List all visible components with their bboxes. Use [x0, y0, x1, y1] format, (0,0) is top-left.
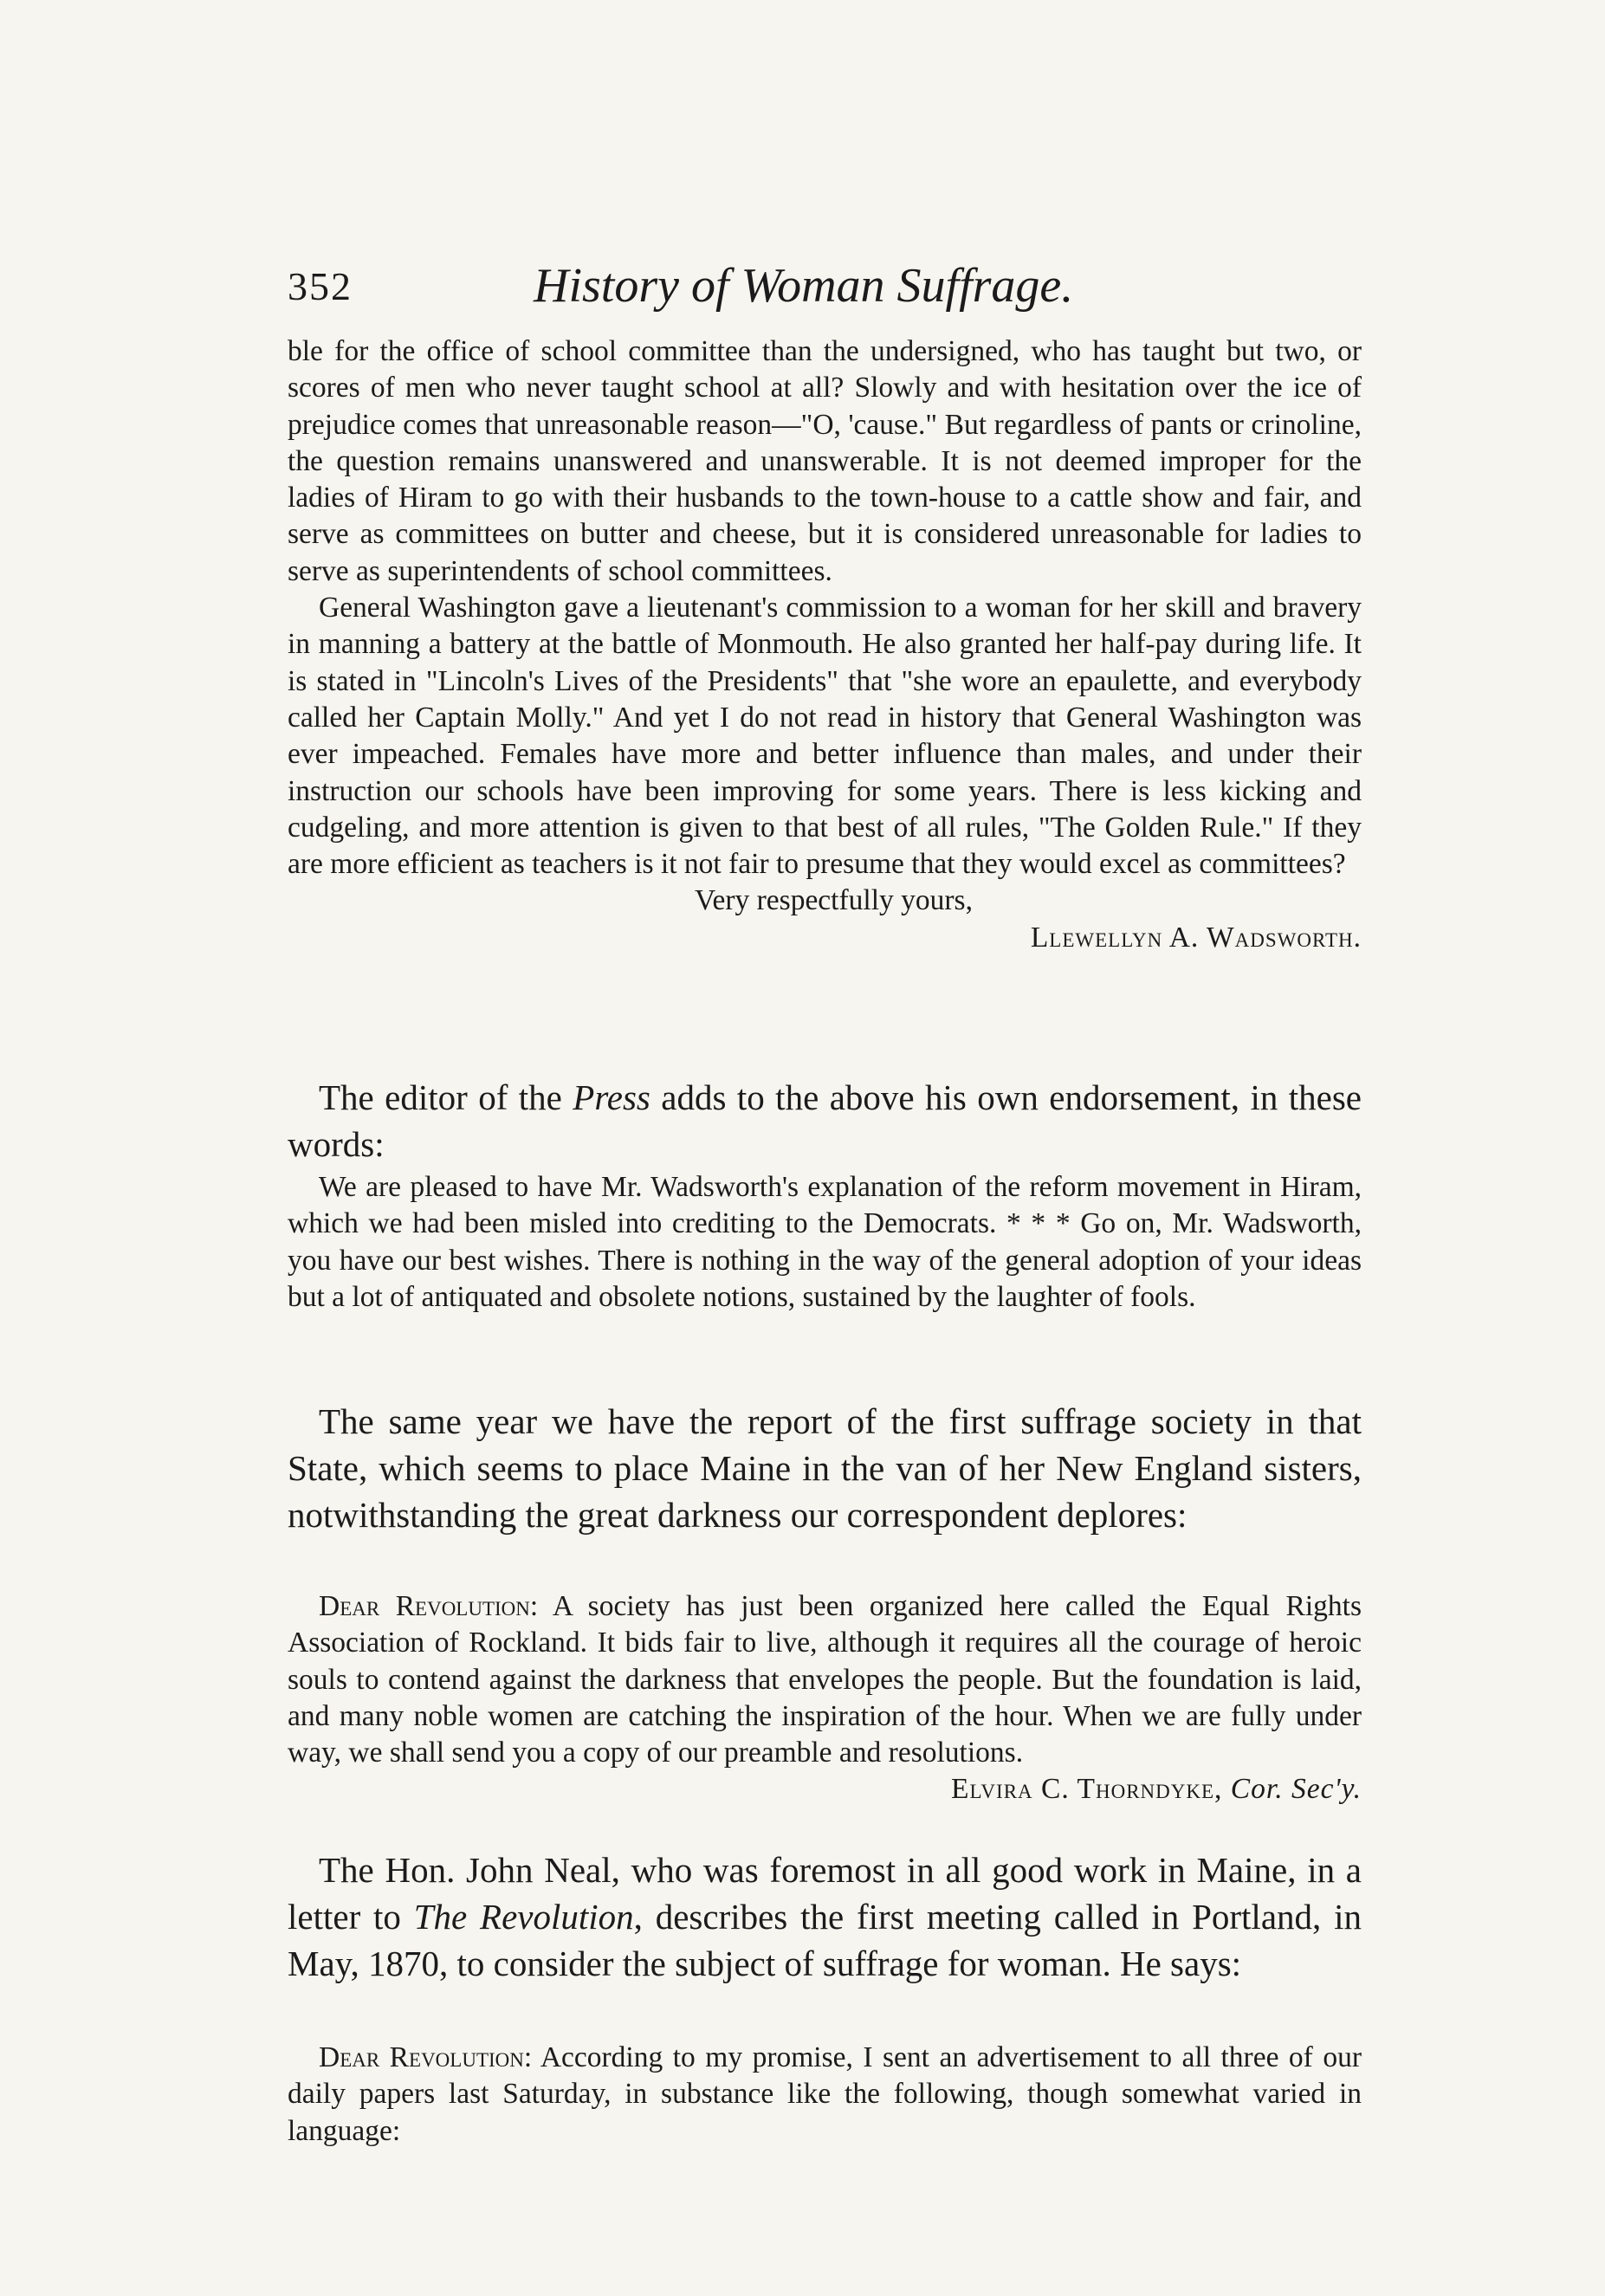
rockland-letter — [288, 1588, 1362, 1808]
signature-title: Cor. Sec'y. — [1230, 1773, 1362, 1806]
letter-closing: Very respectfully yours, — [695, 884, 973, 917]
salutation: Dear Revolution — [319, 1590, 530, 1622]
society-intro — [288, 1398, 1362, 1538]
editor-quote — [288, 1169, 1362, 1316]
editor-intro-text: adds to the above his own endorsement, in these words: — [288, 1077, 1362, 1164]
page-header — [288, 258, 1388, 319]
editor-intro-text: The editor of the — [319, 1077, 573, 1117]
quote-paragraph: We are pleased to have Mr. Wadsworth's explanation of the reform movement in Hiram, which we had been misled into crediting to the Democrats. * * * Go on, Mr. Wadsworth, you have our best wishes. There is nothing in the way of the general adoption of your ideas but a lot of antiquated and obsolete notions, sustained by the laughter of fools. — [288, 1171, 1362, 1313]
press-title: Press — [573, 1077, 650, 1117]
signature-name: Elvira C. Thorndyke, — [951, 1773, 1231, 1806]
salutation: Dear Revolution — [319, 2041, 524, 2073]
running-title: History of Woman Suffrage. — [534, 259, 1074, 313]
letter-signature: Llewellyn A. Wadsworth. — [1030, 921, 1362, 954]
letter-paragraph: General Washington gave a lieutenant's commission to a woman for her skill and bravery in manning a battery at the battle of Monmouth. He also granted her half-pay during life. It is stated in "Lincoln's Lives of the Presidents" that "she wore an epaulette, and everybody called her Captain Molly." And yet I do not read in history that General Washington was ever impeached. Females have more and better influence than males, and under their instruction our schools have been improving for some years. There is less kicking and cudgeling, and more attention is given to that best of all rules, "The Golden Rule." If they are more efficient as teachers is it not fair to presume that they would excel as committees? — [288, 592, 1362, 881]
letter-body: : According to my promise, I sent an advertisement to all three of our daily papers last Saturday, in substance like the following, though somewhat varied in language: — [288, 2041, 1362, 2147]
letter-body: : A society has just been organized here called the Equal Rights Association of Rockland. It bids fair to live, although it requires all the courage of heroic souls to contend against the darkness that envelopes the people. But the foundation is laid, and many noble women are catching the inspiration of the hour. When we are fully under way, we shall send you a copy of our preamble and resolutions. — [288, 1590, 1362, 1769]
neal-letter — [288, 2040, 1362, 2150]
neal-intro-text: , describes the first meeting called in Portland, in May, 1870, to consider the subject of suffrage for woman. He says: — [288, 1897, 1362, 1983]
editor-intro — [288, 1074, 1362, 1167]
society-intro-text: The same year we have the report of the first suffrage society in that State, which seems to place Maine in the van of her New England sisters, notwithstanding the great darkness our correspondent deplores: — [288, 1401, 1362, 1535]
revolution-title: The Revolution — [413, 1897, 634, 1937]
neal-intro-text: The Hon. John Neal, who was foremost in all good work in Maine, in a letter to — [288, 1850, 1362, 1937]
wadsworth-letter — [288, 333, 1362, 956]
page-number: 352 — [288, 264, 353, 308]
letter-paragraph: ble for the office of school committee than the undersigned, who has taught but two, or scores of men who never taught school at all? Slowly and with hesitation over the ice of prejudice comes that unreasonable reason—"O, 'cause." But regardless of pants or crinoline, the question remains unanswered and unanswerable. It is not deemed improper for the ladies of Hiram to go with their husbands to the town-house to a cattle show and fair, and serve as committees on butter and cheese, but it is considered unreasonable for ladies to serve as superintendents of school committees. — [288, 335, 1362, 587]
neal-intro — [288, 1847, 1362, 1987]
